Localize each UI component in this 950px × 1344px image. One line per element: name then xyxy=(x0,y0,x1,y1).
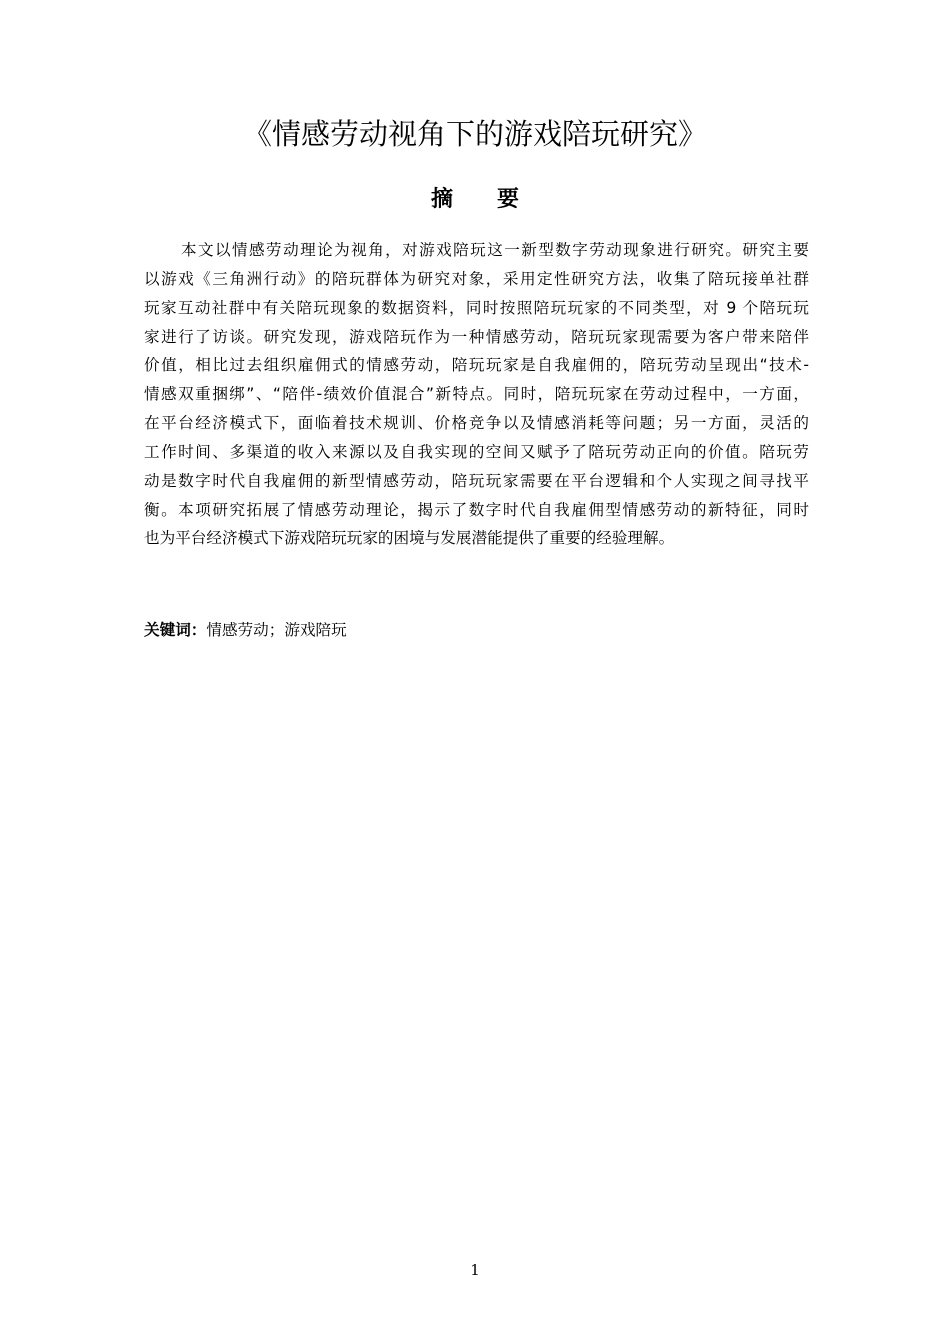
keywords xyxy=(144,616,347,644)
abstract-line: 本文以情感劳动理论为视角，对游戏陪玩这一新型数字劳动现象进行研究。研究主要 xyxy=(181,241,809,259)
abstract-heading xyxy=(0,183,950,217)
abstract-heading-char-1: 摘 xyxy=(430,187,453,212)
abstract-line: 家进行了访谈。研究发现，游戏陪玩作为一种情感劳动，陪玩玩家现需要为客户带来陪伴 xyxy=(144,327,809,346)
abstract-line: 价值，相比过去组织雇佣式的情感劳动，陪玩玩家是自我雇佣的，陪玩劳动呈现出“技术- xyxy=(144,356,809,375)
abstract-line: 以游戏《三角洲行动》的陪玩群体为研究对象，采用定性研究方法，收集了陪玩接单社群 xyxy=(144,269,809,288)
abstract-line: 也为平台经济模式下游戏陪玩玩家的困境与发展潜能提供了重要的经验理解。 xyxy=(144,529,675,548)
abstract-paragraph xyxy=(144,236,809,553)
document-title: 《情感劳动视角下的游戏陪玩研究》 xyxy=(242,117,707,151)
keywords-value: 情感劳动；游戏陪玩 xyxy=(206,621,347,639)
abstract-line: 动是数字时代自我雇佣的新型情感劳动，陪玩玩家需要在平台逻辑和个人实现之间寻找平 xyxy=(144,471,809,490)
abstract-line: 工作时间、多渠道的收入来源以及自我实现的空间又赋予了陪玩劳动正向的价值。陪玩劳 xyxy=(144,442,809,461)
abstract-line: 衡。本项研究拓展了情感劳动理论，揭示了数字时代自我雇佣型情感劳动的新特征，同时 xyxy=(144,500,809,519)
abstract-line: 玩家互动社群中有关陪玩现象的数据资料，同时按照陪玩玩家的不同类型，对 9 个陪玩玩 xyxy=(144,298,809,317)
abstract-line: 情感双重捆绑”、“陪伴-绩效价值混合”新特点。同时，陪玩玩家在劳动过程中，一方面， xyxy=(144,385,809,404)
keywords-label: 关键词： xyxy=(144,621,207,639)
abstract-heading-char-2: 要 xyxy=(497,187,520,212)
abstract-line: 在平台经济模式下，面临着技术规训、价格竞争以及情感消耗等问题；另一方面，灵活的 xyxy=(144,414,809,433)
page-number: 1 xyxy=(470,1261,480,1279)
